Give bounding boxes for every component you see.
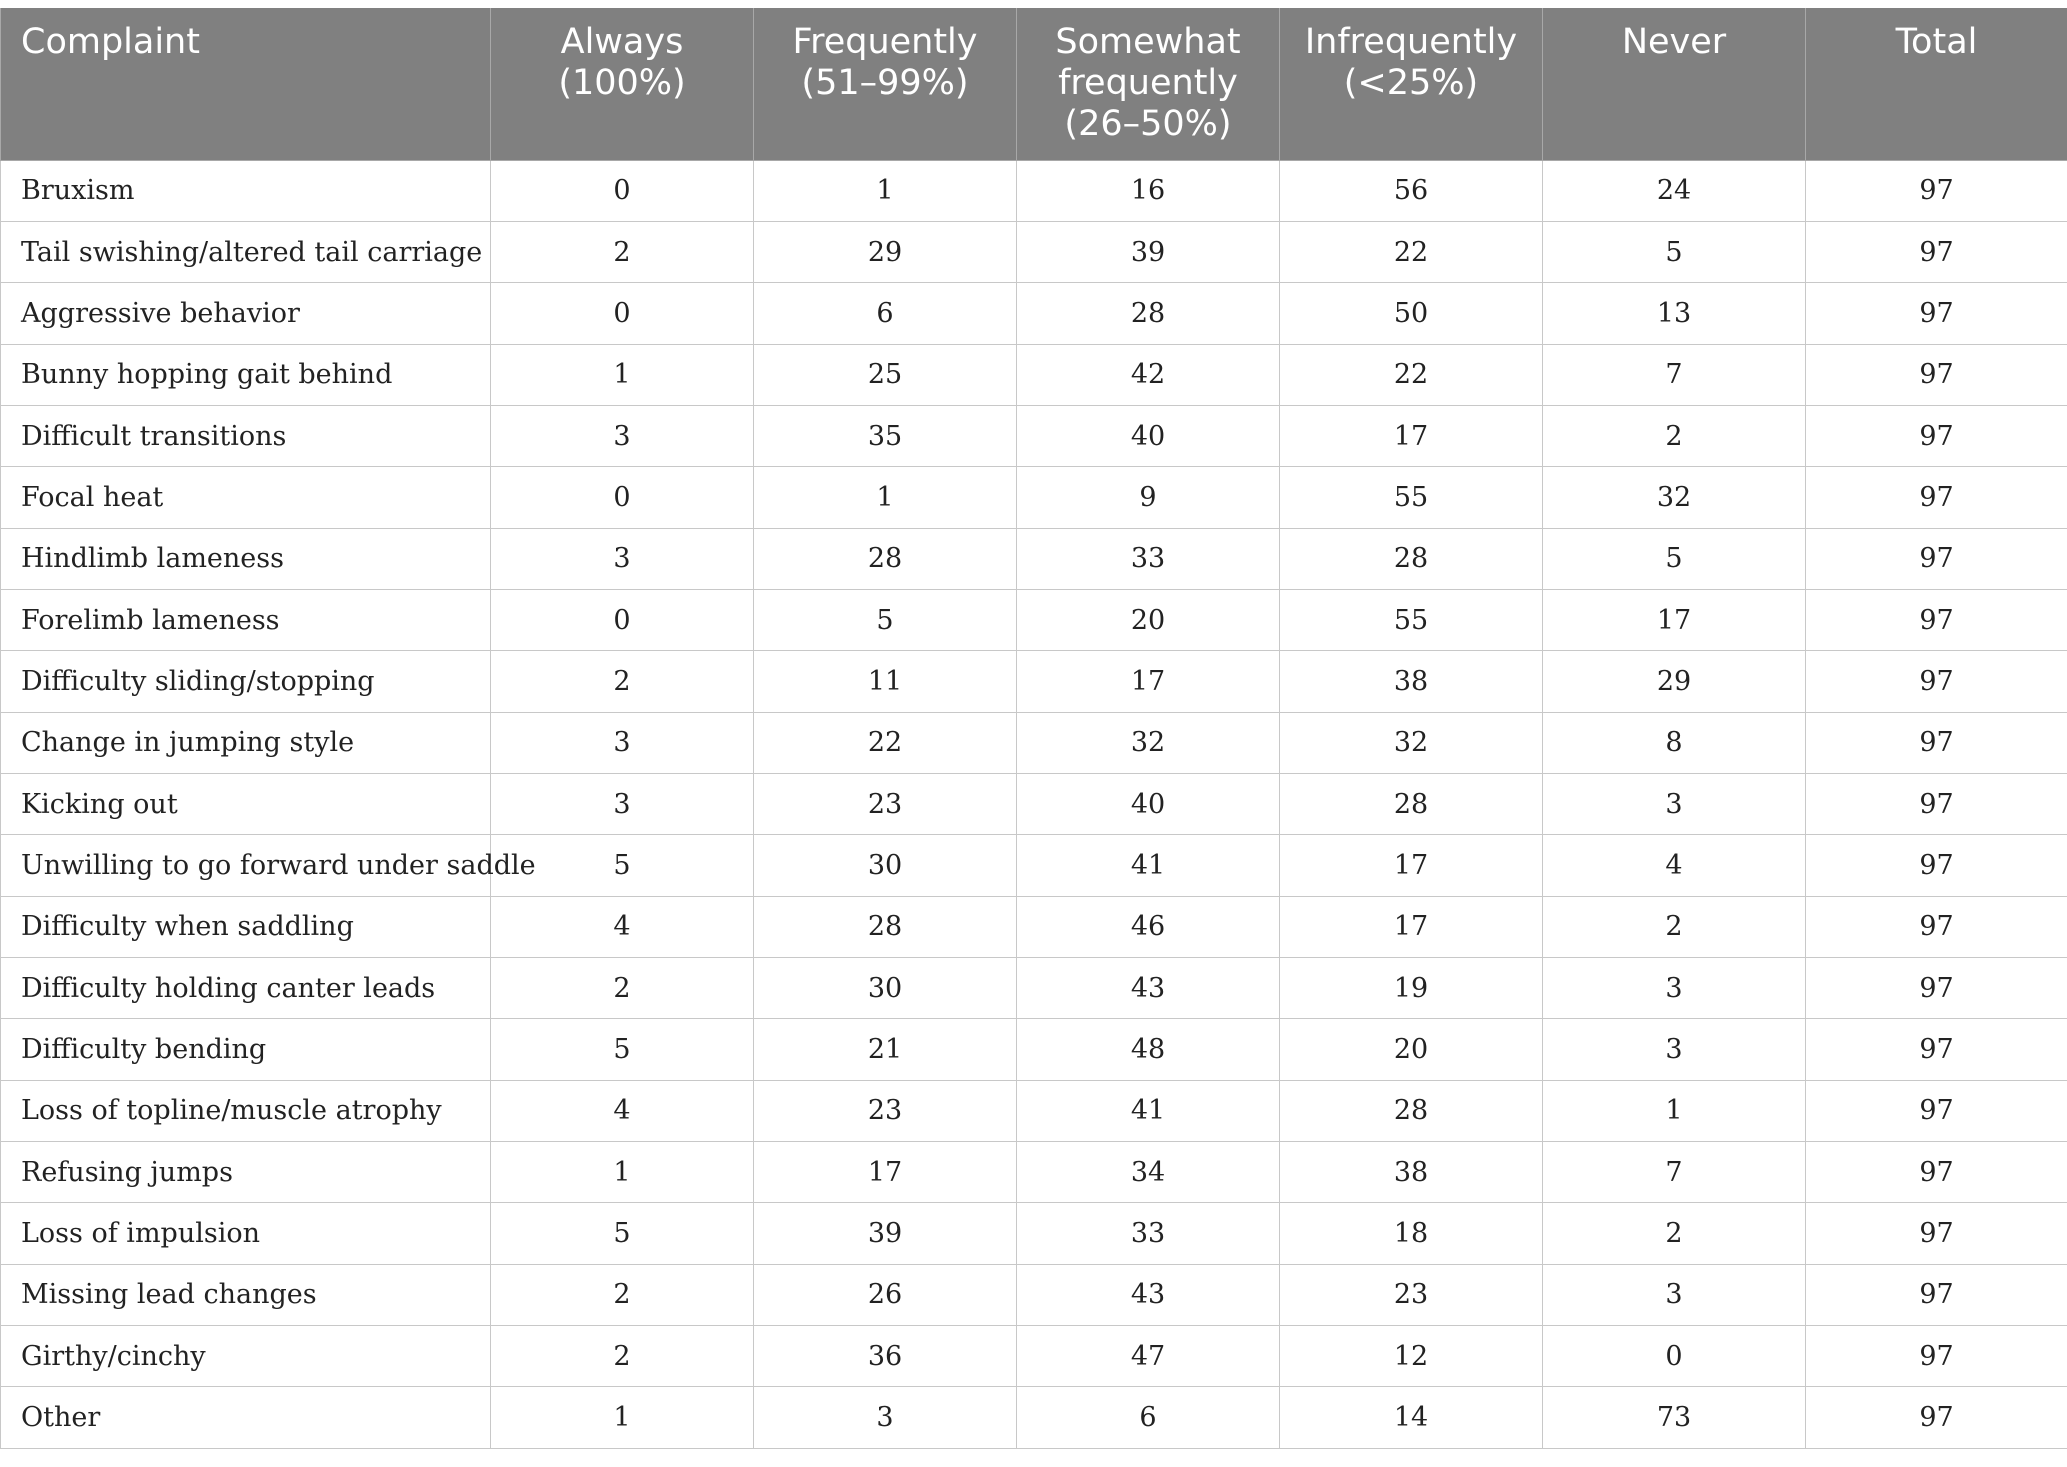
- always-cell: 1: [491, 344, 754, 405]
- total-cell: 97: [1806, 1387, 2067, 1448]
- always-cell: 4: [491, 1080, 754, 1141]
- infrequently-cell: 55: [1280, 467, 1543, 528]
- infrequently-cell: 50: [1280, 283, 1543, 344]
- table-row: [1, 712, 2067, 773]
- table-row: [1, 1387, 2067, 1448]
- complaint-cell: Unwilling to go forward under saddle: [1, 835, 491, 896]
- infrequently-cell: 14: [1280, 1387, 1543, 1448]
- somewhat-frequently-cell: 43: [1017, 957, 1280, 1018]
- total-cell: 97: [1806, 712, 2067, 773]
- complaint-cell: Focal heat: [1, 467, 491, 528]
- complaint-cell: Difficulty sliding/stopping: [1, 651, 491, 712]
- never-cell: 8: [1543, 712, 1806, 773]
- header-row: [1, 8, 2067, 160]
- total-cell: 97: [1806, 773, 2067, 834]
- somewhat-frequently-cell: 40: [1017, 405, 1280, 466]
- total-cell: 97: [1806, 1203, 2067, 1264]
- column-header-never: Never: [1543, 8, 1806, 160]
- always-cell: 2: [491, 1264, 754, 1325]
- never-cell: 0: [1543, 1326, 1806, 1387]
- total-cell: 97: [1806, 589, 2067, 650]
- somewhat-frequently-cell: 20: [1017, 589, 1280, 650]
- column-header-complaint: Complaint: [1, 8, 491, 160]
- total-cell: 97: [1806, 528, 2067, 589]
- complaint-frequency-table-container: [0, 8, 2067, 1449]
- table-row: [1, 160, 2067, 221]
- complaint-cell: Kicking out: [1, 773, 491, 834]
- complaint-cell: Difficulty bending: [1, 1019, 491, 1080]
- complaint-frequency-table: [0, 8, 2067, 1449]
- never-cell: 24: [1543, 160, 1806, 221]
- infrequently-cell: 55: [1280, 589, 1543, 650]
- somewhat-frequently-cell: 42: [1017, 344, 1280, 405]
- infrequently-cell: 56: [1280, 160, 1543, 221]
- table-row: [1, 896, 2067, 957]
- never-cell: 2: [1543, 1203, 1806, 1264]
- never-cell: 2: [1543, 405, 1806, 466]
- always-cell: 1: [491, 1387, 754, 1448]
- total-cell: 97: [1806, 957, 2067, 1018]
- always-cell: 3: [491, 528, 754, 589]
- complaint-cell: Missing lead changes: [1, 1264, 491, 1325]
- always-cell: 0: [491, 160, 754, 221]
- total-cell: 97: [1806, 1080, 2067, 1141]
- somewhat-frequently-cell: 34: [1017, 1142, 1280, 1203]
- infrequently-cell: 22: [1280, 344, 1543, 405]
- infrequently-cell: 17: [1280, 896, 1543, 957]
- frequently-cell: 30: [754, 835, 1017, 896]
- total-cell: 97: [1806, 283, 2067, 344]
- table-row: [1, 589, 2067, 650]
- infrequently-cell: 22: [1280, 221, 1543, 282]
- frequently-cell: 28: [754, 528, 1017, 589]
- never-cell: 29: [1543, 651, 1806, 712]
- infrequently-cell: 18: [1280, 1203, 1543, 1264]
- always-cell: 0: [491, 467, 754, 528]
- total-cell: 97: [1806, 221, 2067, 282]
- always-cell: 3: [491, 712, 754, 773]
- infrequently-cell: 19: [1280, 957, 1543, 1018]
- table-row: [1, 344, 2067, 405]
- somewhat-frequently-cell: 9: [1017, 467, 1280, 528]
- complaint-cell: Forelimb lameness: [1, 589, 491, 650]
- somewhat-frequently-cell: 33: [1017, 1203, 1280, 1264]
- never-cell: 73: [1543, 1387, 1806, 1448]
- somewhat-frequently-cell: 6: [1017, 1387, 1280, 1448]
- always-cell: 0: [491, 589, 754, 650]
- infrequently-cell: 20: [1280, 1019, 1543, 1080]
- somewhat-frequently-cell: 28: [1017, 283, 1280, 344]
- never-cell: 13: [1543, 283, 1806, 344]
- never-cell: 3: [1543, 1019, 1806, 1080]
- total-cell: 97: [1806, 467, 2067, 528]
- total-cell: 97: [1806, 835, 2067, 896]
- frequently-cell: 11: [754, 651, 1017, 712]
- somewhat-frequently-cell: 40: [1017, 773, 1280, 834]
- somewhat-frequently-cell: 16: [1017, 160, 1280, 221]
- always-cell: 2: [491, 957, 754, 1018]
- somewhat-frequently-cell: 17: [1017, 651, 1280, 712]
- complaint-cell: Difficult transitions: [1, 405, 491, 466]
- frequently-cell: 30: [754, 957, 1017, 1018]
- frequently-cell: 6: [754, 283, 1017, 344]
- complaint-cell: Bruxism: [1, 160, 491, 221]
- never-cell: 3: [1543, 957, 1806, 1018]
- always-cell: 5: [491, 835, 754, 896]
- somewhat-frequently-cell: 33: [1017, 528, 1280, 589]
- complaint-cell: Hindlimb lameness: [1, 528, 491, 589]
- frequently-cell: 36: [754, 1326, 1017, 1387]
- table-header: [1, 8, 2067, 160]
- always-cell: 4: [491, 896, 754, 957]
- complaint-cell: Difficulty holding canter leads: [1, 957, 491, 1018]
- complaint-cell: Girthy/cinchy: [1, 1326, 491, 1387]
- somewhat-frequently-cell: 41: [1017, 835, 1280, 896]
- somewhat-frequently-cell: 43: [1017, 1264, 1280, 1325]
- table-row: [1, 651, 2067, 712]
- frequently-cell: 1: [754, 160, 1017, 221]
- always-cell: 0: [491, 283, 754, 344]
- table-row: [1, 957, 2067, 1018]
- infrequently-cell: 12: [1280, 1326, 1543, 1387]
- always-cell: 5: [491, 1203, 754, 1264]
- column-header-total: Total: [1806, 8, 2067, 160]
- never-cell: 17: [1543, 589, 1806, 650]
- total-cell: 97: [1806, 405, 2067, 466]
- somewhat-frequently-cell: 48: [1017, 1019, 1280, 1080]
- complaint-cell: Aggressive behavior: [1, 283, 491, 344]
- column-header-infrequently: Infrequently (<25%): [1280, 8, 1543, 160]
- table-row: [1, 1203, 2067, 1264]
- never-cell: 7: [1543, 344, 1806, 405]
- table-row: [1, 1326, 2067, 1387]
- infrequently-cell: 17: [1280, 835, 1543, 896]
- frequently-cell: 39: [754, 1203, 1017, 1264]
- frequently-cell: 1: [754, 467, 1017, 528]
- never-cell: 4: [1543, 835, 1806, 896]
- table-row: [1, 835, 2067, 896]
- infrequently-cell: 38: [1280, 1142, 1543, 1203]
- total-cell: 97: [1806, 651, 2067, 712]
- frequently-cell: 22: [754, 712, 1017, 773]
- table-row: [1, 1142, 2067, 1203]
- frequently-cell: 29: [754, 221, 1017, 282]
- complaint-cell: Bunny hopping gait behind: [1, 344, 491, 405]
- infrequently-cell: 28: [1280, 773, 1543, 834]
- never-cell: 32: [1543, 467, 1806, 528]
- total-cell: 97: [1806, 1264, 2067, 1325]
- table-row: [1, 773, 2067, 834]
- never-cell: 7: [1543, 1142, 1806, 1203]
- table-row: [1, 1264, 2067, 1325]
- complaint-cell: Other: [1, 1387, 491, 1448]
- always-cell: 2: [491, 221, 754, 282]
- somewhat-frequently-cell: 41: [1017, 1080, 1280, 1141]
- table-row: [1, 467, 2067, 528]
- table-row: [1, 221, 2067, 282]
- infrequently-cell: 28: [1280, 528, 1543, 589]
- always-cell: 2: [491, 651, 754, 712]
- total-cell: 97: [1806, 1019, 2067, 1080]
- somewhat-frequently-cell: 46: [1017, 896, 1280, 957]
- total-cell: 97: [1806, 344, 2067, 405]
- frequently-cell: 3: [754, 1387, 1017, 1448]
- never-cell: 3: [1543, 1264, 1806, 1325]
- frequently-cell: 25: [754, 344, 1017, 405]
- table-row: [1, 528, 2067, 589]
- frequently-cell: 21: [754, 1019, 1017, 1080]
- complaint-cell: Loss of impulsion: [1, 1203, 491, 1264]
- total-cell: 97: [1806, 1142, 2067, 1203]
- complaint-cell: Refusing jumps: [1, 1142, 491, 1203]
- frequently-cell: 23: [754, 1080, 1017, 1141]
- always-cell: 1: [491, 1142, 754, 1203]
- frequently-cell: 17: [754, 1142, 1017, 1203]
- somewhat-frequently-cell: 32: [1017, 712, 1280, 773]
- infrequently-cell: 28: [1280, 1080, 1543, 1141]
- frequently-cell: 23: [754, 773, 1017, 834]
- frequently-cell: 26: [754, 1264, 1017, 1325]
- complaint-cell: Change in jumping style: [1, 712, 491, 773]
- always-cell: 5: [491, 1019, 754, 1080]
- column-header-somewhat-frequently: Somewhat frequently (26–50%): [1017, 8, 1280, 160]
- somewhat-frequently-cell: 47: [1017, 1326, 1280, 1387]
- total-cell: 97: [1806, 1326, 2067, 1387]
- total-cell: 97: [1806, 160, 2067, 221]
- somewhat-frequently-cell: 39: [1017, 221, 1280, 282]
- complaint-cell: Tail swishing/altered tail carriage: [1, 221, 491, 282]
- infrequently-cell: 38: [1280, 651, 1543, 712]
- always-cell: 2: [491, 1326, 754, 1387]
- infrequently-cell: 23: [1280, 1264, 1543, 1325]
- infrequently-cell: 32: [1280, 712, 1543, 773]
- frequently-cell: 28: [754, 896, 1017, 957]
- never-cell: 5: [1543, 528, 1806, 589]
- never-cell: 1: [1543, 1080, 1806, 1141]
- column-header-frequently: Frequently (51–99%): [754, 8, 1017, 160]
- total-cell: 97: [1806, 896, 2067, 957]
- never-cell: 5: [1543, 221, 1806, 282]
- table-row: [1, 1019, 2067, 1080]
- never-cell: 2: [1543, 896, 1806, 957]
- table-row: [1, 283, 2067, 344]
- always-cell: 3: [491, 773, 754, 834]
- infrequently-cell: 17: [1280, 405, 1543, 466]
- table-row: [1, 405, 2067, 466]
- column-header-always: Always (100%): [491, 8, 754, 160]
- complaint-cell: Difficulty when saddling: [1, 896, 491, 957]
- table-row: [1, 1080, 2067, 1141]
- complaint-cell: Loss of topline/muscle atrophy: [1, 1080, 491, 1141]
- always-cell: 3: [491, 405, 754, 466]
- never-cell: 3: [1543, 773, 1806, 834]
- frequently-cell: 5: [754, 589, 1017, 650]
- table-body: [1, 160, 2067, 1448]
- frequently-cell: 35: [754, 405, 1017, 466]
